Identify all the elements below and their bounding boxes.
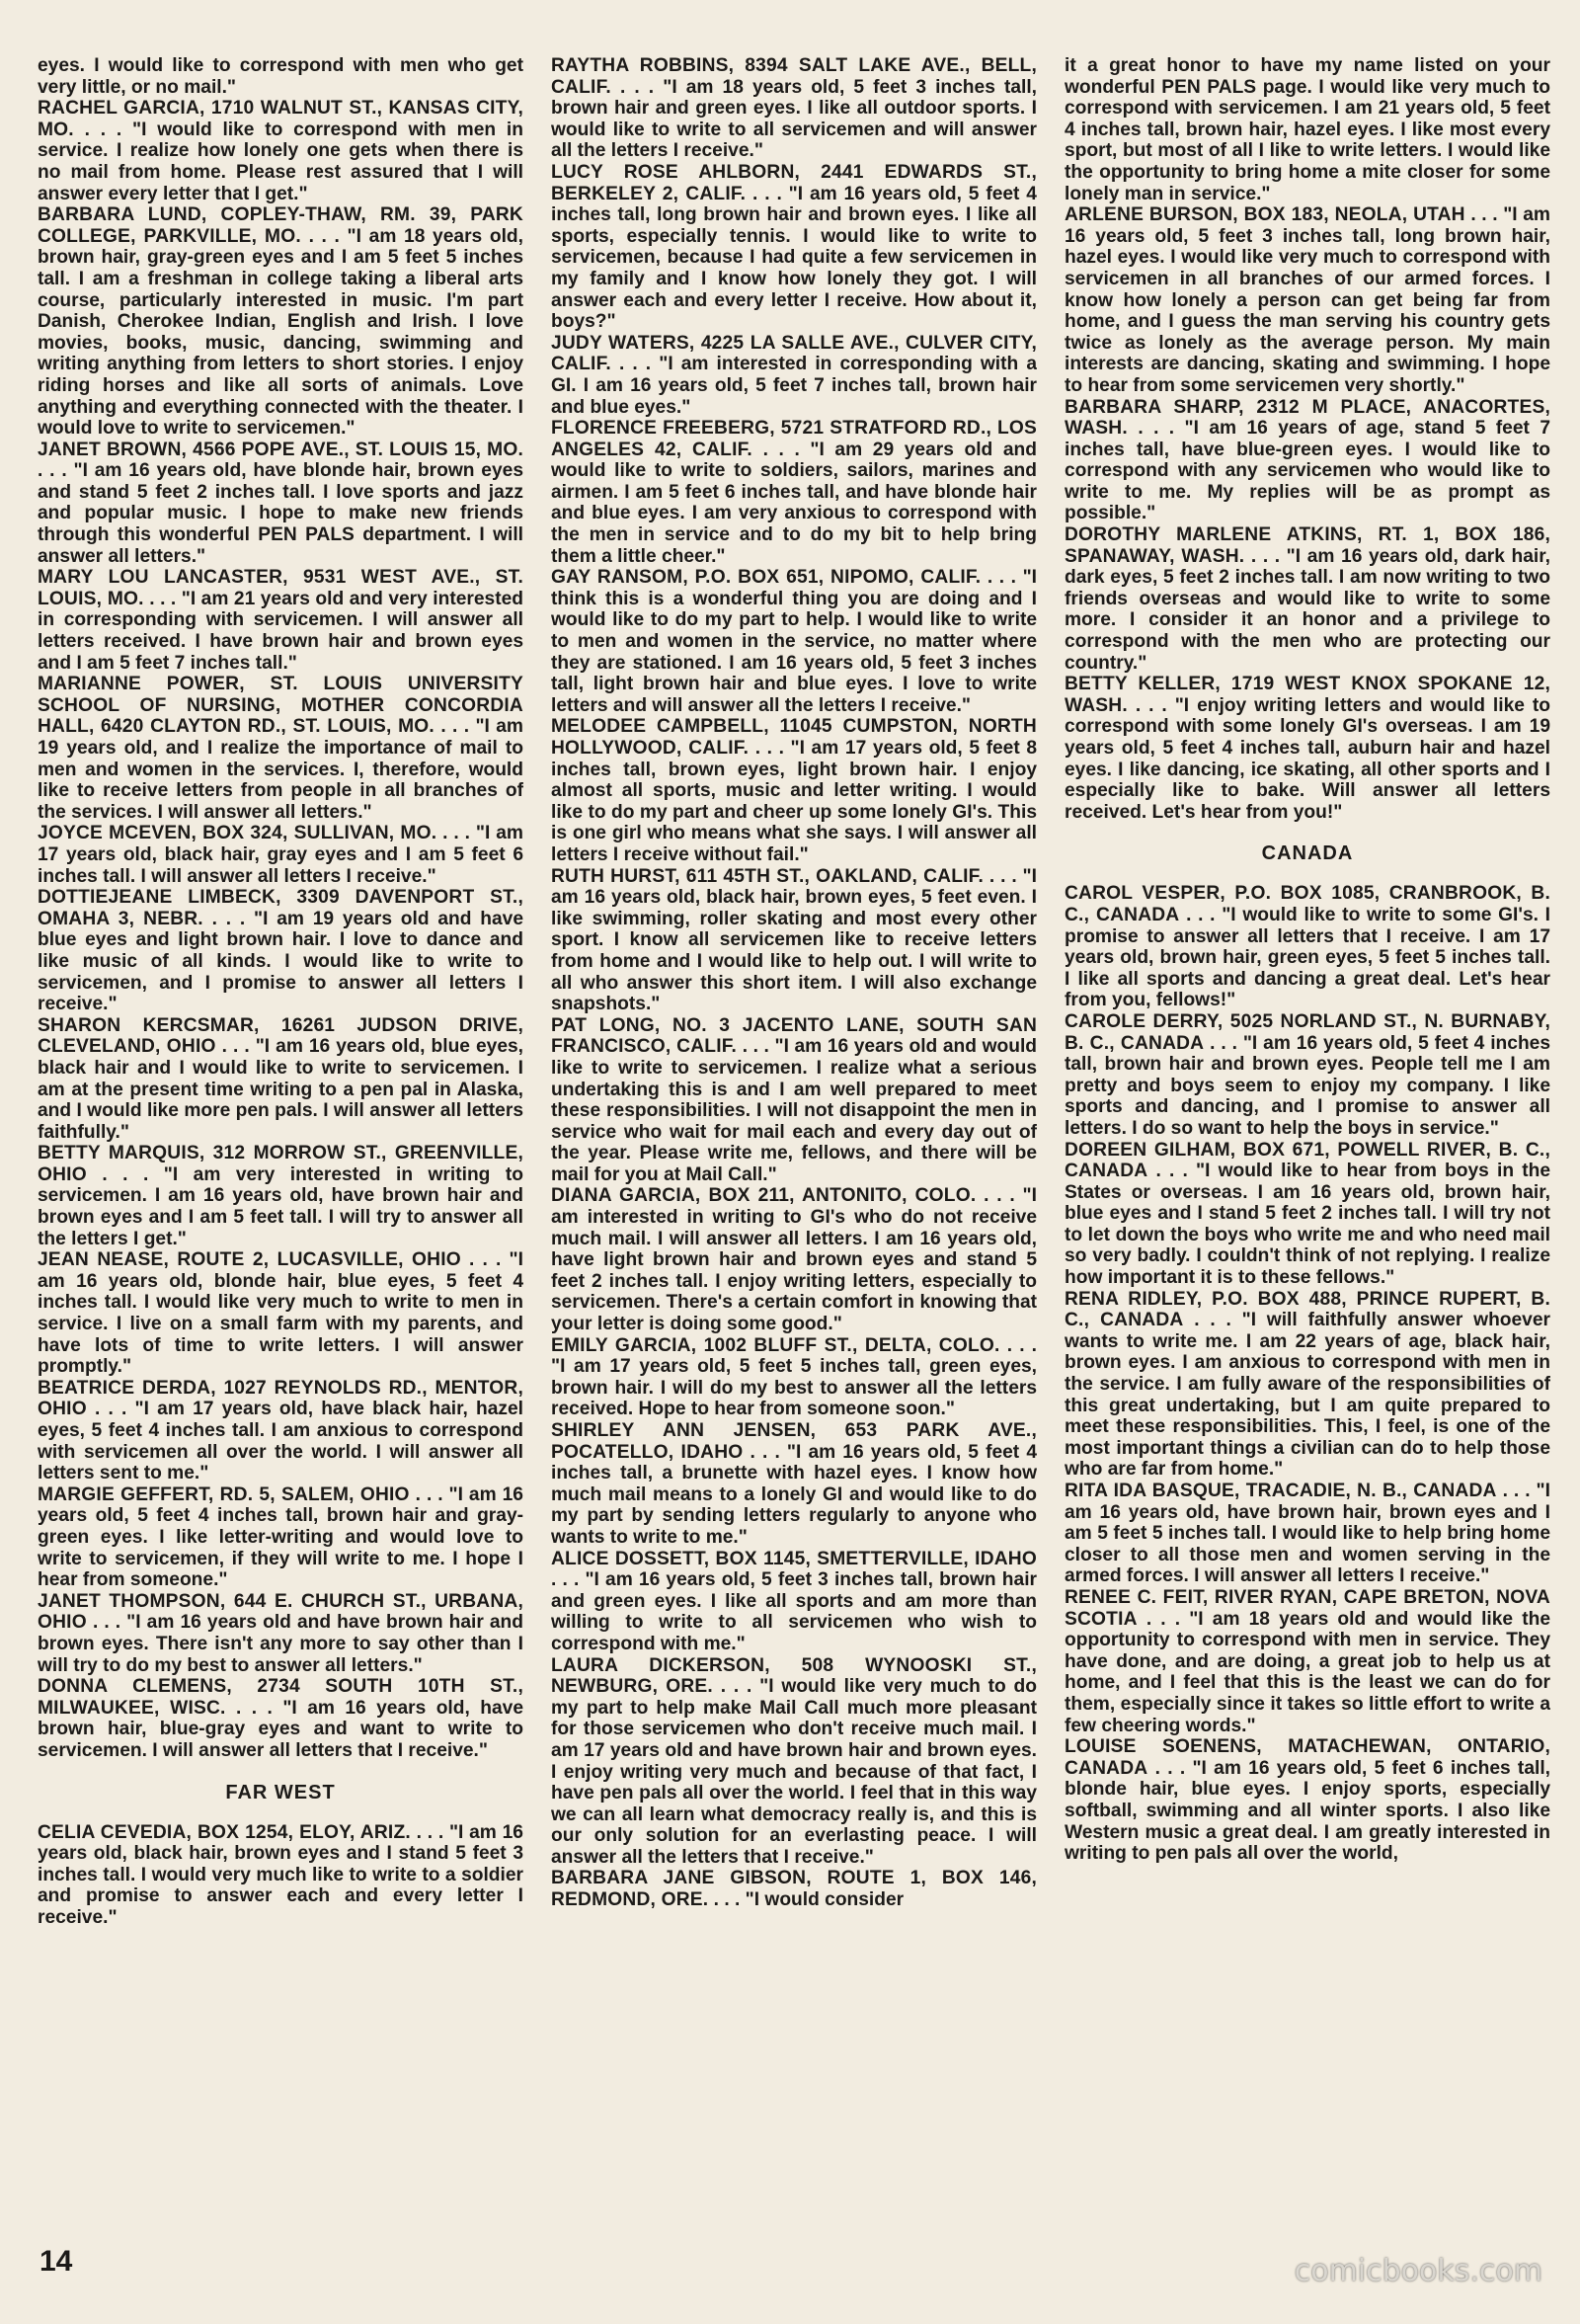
pen-pal-message: . . . "I enjoy writing letters and would like to correspond with some lonely GI's overseas. I am 19 years old, 5 feet 4 inches tall, auburn hair and hazel eyes. I like dancing, ice skating, all other sports and I especially like to bake. Will answer all letters received. Let's hear from you!"	[1065, 694, 1550, 823]
pen-pal-message: . . . "I am 18 years old and would like the opportunity to correspond with men in service. They have done, and are doing, a great job to help us at home, and I feel that this is the least we can do for them, especially since it takes so little effort to write a few cheering words."	[1065, 1608, 1550, 1736]
pen-pal-entry	[38, 1484, 523, 1591]
pen-pal-message: . . . "I am 16 years old, black hair, brown eyes, 5 feet even. I like swimming, roller skating and most every other sport. I know all servicemen like to receive letters from home and I would like to help out. I will write to all who answer this short item. I will also exchange snapshots."	[551, 865, 1037, 1015]
pen-pal-entry	[38, 1378, 523, 1484]
pen-pal-entry	[38, 55, 523, 98]
pen-pal-message: . . . "I think this is a wonderful thing you are doing and I would like to do my part to help. I would like to write to men and women in the service, no matter where they are stationed. I am 16 years old, 5 feet 3 inches tall, light brown hair and blue eyes. I love to write letters and will answer all the letters I receive."	[551, 567, 1037, 716]
pen-pal-message: it a great honor to have my name listed on your wonderful PEN PALS page. I would like very much to correspond with servicemen. I am 21 years old, 5 feet 4 inches tall, brown hair, hazel eyes. I like most every sport, but most of all I like to write letters. I would like the opportunity to bring home a mite closer for some lonely man in service."	[1065, 55, 1550, 204]
column-1	[38, 55, 523, 2218]
pen-pal-entry	[551, 716, 1037, 865]
pen-pal-message: . . . "I am 16 years old, 5 feet 4 inches tall, long brown hair and brown eyes. I like all sports, especially tennis. I would like to write to servicemen, because I had quite a few servicemen in my family and I know how lonely they got. I will answer each and every letter I receive. How about it, boys?"	[551, 183, 1037, 333]
pen-pal-entry	[38, 1015, 523, 1144]
pen-pal-entry	[38, 1591, 523, 1676]
pen-pal-name-address: JEAN NEASE, ROUTE 2, LUCASVILLE, OHIO	[38, 1249, 461, 1271]
pen-pal-name-address: RUTH HURST, 611 45TH ST., OAKLAND, CALIF.	[551, 865, 984, 887]
pen-pal-message: . . . "I am 18 years old, brown hair, gray-green eyes and I am 5 feet 5 inches tall. I am a freshman in college taking a liberal arts course, particularly interested in music. I'm part Danish, Cherokee Indian, English and Irish. I love movies, books, music, dancing, swimming and writing anything from letters to short stories. I enjoy riding horses and like all sorts of animals. Love anything and everything connected with the theater. I would love to write to servicemen."	[38, 225, 523, 440]
pen-pal-entry	[1065, 1011, 1550, 1140]
pen-pal-entry	[1065, 1481, 1550, 1587]
pen-pal-entry	[38, 440, 523, 568]
pen-pal-message: . . . "I am 21 years old and very interested in corresponding with servicemen. I will answer all letters received. I have brown hair and brown eyes and I am 5 feet 7 inches tall."	[38, 588, 523, 674]
pen-pal-message: . . . "I would consider	[713, 1889, 905, 1911]
pen-pal-message: . . . "I am 16 years of age, stand 5 feet 7 inches tall, have blue-green eyes. I would like to correspond with any servicemen who would like to write to me. My replies will be as prompt as possible."	[1065, 418, 1550, 524]
pen-pal-entry	[551, 55, 1037, 162]
pen-pal-message: . . . "I would like very much to do my part to help make Mail Call much more pleasant for those servicemen who don't receive much mail. I am 17 years old and have brown hair and brown eyes. I enjoy writing very much and because of that fact, I have pen pals all over the world. I feel that in this way we can all learn what democracy really is, and this is our only solution for an everlasting peace. I will answer all the letters that I receive."	[551, 1676, 1037, 1868]
page-number: 14	[40, 2245, 73, 2278]
pen-pal-name-address: JUDY WATERS, 4225 LA SALLE AVE., CULVER CITY, CALIF.	[551, 332, 1037, 375]
pen-pal-entry	[551, 333, 1037, 418]
pen-pal-name-address: BARBARA JANE GIBSON, ROUTE 1, BOX 146, REDMOND, ORE.	[551, 1868, 1037, 1911]
pen-pal-message: . . . "I am 16 years old and would like to write to servicemen. I realize what a serious undertaking this is and I am well prepared to meet these responsibilities. I will not disappoint the men in service who wait for mail each and every day out of the year. Please write me, fellows, and there will be mail for you at Mail Call."	[551, 1036, 1037, 1185]
pen-pal-name-address: MARY LOU LANCASTER, 9531 WEST AVE., ST. LOUIS, MO.	[38, 567, 523, 609]
pen-pal-name-address: BEATRICE DERDA, 1027 REYNOLDS RD., MENTOR, OHIO	[38, 1377, 523, 1420]
pen-pal-name-address: RENEE C. FEIT, RIVER RYAN, CAPE BRETON, NOVA SCOTIA	[1065, 1586, 1550, 1630]
watermark: comicbooks.com	[1294, 2254, 1542, 2288]
pen-pal-name-address: GAY RANSOM, P.O. BOX 651, NIPOMO, CALIF.	[551, 567, 982, 589]
pen-pal-entry	[551, 1549, 1037, 1655]
pen-pal-entry	[38, 823, 523, 887]
pen-pal-name-address: DOREEN GILHAM, BOX 671, POWELL RIVER, B. C., CANADA	[1065, 1139, 1550, 1182]
pen-pal-entry	[38, 887, 523, 1015]
pen-pal-message: . . . "I am 16 years old, have brown hair, brown eyes and I am 5 feet 5 inches tall. I would like to help bring home closer to all those men and women serving in the armed forces. I will answer all letters I receive."	[1065, 1481, 1550, 1587]
pen-pal-entry	[1065, 524, 1550, 674]
pen-pal-name-address: RAYTHA ROBBINS, 8394 SALT LAKE AVE., BELL, CALIF.	[551, 55, 1037, 98]
pen-pal-entry	[1065, 1140, 1550, 1289]
pen-pal-name-address: RITA IDA BASQUE, TRACADIE, N. B., CANADA	[1065, 1481, 1497, 1501]
section-heading: FAR WEST	[225, 1781, 336, 1803]
pen-pal-entry	[551, 1655, 1037, 1869]
pen-pal-entry	[551, 1335, 1037, 1420]
pen-pal-message: . . . "I am 17 years old, 5 feet 8 inches tall, brown eyes, light brown hair. I enjoy almost all sports, music and letter writing. I would like to do my part and cheer up some lonely GI's. This is one girl who means what she says. I will answer all letters I receive without fail."	[551, 738, 1037, 865]
pen-pal-entry	[38, 1676, 523, 1761]
pen-pal-message: . . . "I am 16 years old, have brown hair, blue-gray eyes and want to write to servicemen. I will answer all letters that I receive."	[38, 1697, 523, 1761]
pen-pal-entry	[38, 98, 523, 204]
pen-pal-name-address: FLORENCE FREEBERG, 5721 STRATFORD RD., LOS ANGELES 42, CALIF.	[551, 418, 1037, 460]
column-2	[551, 55, 1037, 2218]
pen-pal-message: . . . "I am 16 years old, 5 feet 4 inches tall, brown hair and brown eyes. People tell me I am pretty and boys seem to enjoy my company. I like sports and dancing, and I promise to answer all letters. I do so want to help the boys in service."	[1065, 1032, 1550, 1139]
pen-pal-message: . . . "I am 17 years old, black hair, gray eyes and I am 5 feet 6 inches tall. I will answer all letters I receive."	[38, 823, 523, 887]
pen-pal-message: . . . "I am 17 years old, 5 feet 5 inches tall, green eyes, brown hair. I will do my best to answer all the letters received. Hope to hear from someone soon."	[551, 1334, 1037, 1420]
pen-pal-entry	[38, 1249, 523, 1378]
pen-pal-entry	[38, 567, 523, 674]
pen-pal-entry	[38, 204, 523, 440]
pen-pal-name-address: JOYCE MCEVEN, BOX 324, SULLIVAN, MO.	[38, 823, 437, 844]
pen-pal-message: . . . "I am interested in corresponding with a GI. I am 16 years old, 5 feet 7 inches tall, brown hair and blue eyes."	[551, 354, 1037, 418]
pen-pal-name-address: ALICE DOSSETT, BOX 1145, SMETTERVILLE, IDAHO	[551, 1548, 1037, 1569]
pen-pal-name-address: DONNA CLEMENS, 2734 SOUTH 10TH ST., MILWAUKEE, WISC.	[38, 1676, 523, 1719]
pen-pal-entry	[551, 1015, 1037, 1186]
pen-pal-message: . . . "I am 16 years old, 5 feet 6 inches tall, blonde hair, blue eyes. I enjoy sports, especially softball, swimming and all winter sports. I also like Western music a great deal. I am greatly interested in writing to pen pals all over the world,	[1065, 1757, 1550, 1865]
pen-pal-name-address: RACHEL GARCIA, 1710 WALNUT ST., KANSAS CITY, MO.	[38, 98, 523, 140]
pen-pal-entry	[551, 1420, 1037, 1549]
pen-pal-entry	[1065, 55, 1550, 204]
pen-pal-entry	[1065, 1736, 1550, 1865]
pen-pal-message: . . . "I will faithfully answer whoever wants to write me. I am 22 years of age, black hair, brown eyes. I am anxious to correspond with men in the service. I am fully aware of the responsibilities of this great undertaking, but I am quite prepared to meet these responsibilities. This, I feel, is one of the most important things a civilian can do to help those who are far from home."	[1065, 1310, 1550, 1481]
pen-pal-entry	[38, 674, 523, 823]
pen-pal-entry	[551, 1185, 1037, 1334]
pen-pal-name-address: RENA RIDLEY, P.O. BOX 488, PRINCE RUPERT, B. C., CANADA	[1065, 1288, 1550, 1331]
pen-pal-name-address: SHARON KERCSMAR, 16261 JUDSON DRIVE, CLEVELAND, OHIO	[38, 1014, 523, 1058]
pen-pal-message: . . . "I would like to write to some GI's. I promise to answer all letters that I receive. I am 17 years old, brown hair, green eyes, 5 feet 5 inches tall. I like all sports and dancing a great deal. Let's hear from you, fellows!"	[1065, 904, 1550, 1011]
pen-pal-message: . . . "I am 19 years old, and I realize the importance of mail to men and women in the services. I, therefore, would like to receive letters from people in all branches of the services. I will answer all letters."	[38, 716, 523, 823]
pen-pal-message: . . . "I am 16 years old, dark hair, dark eyes, 5 feet 2 inches tall. I am now writing to two friends overseas and would like to write to some more. I consider it an honor and a privilege to correspond with the men who are protecting our country."	[1065, 545, 1550, 674]
pen-pal-message: . . . "I am 16 years old, 5 feet 4 inches tall, a brunette with hazel eyes. I know how much mail means to a lonely GI and would like to do my part by sending letters regularly to anyone who wants to write to me."	[551, 1441, 1037, 1548]
pen-pal-entry	[1065, 397, 1550, 525]
pen-pal-entry	[1065, 883, 1550, 1011]
pen-pal-message: . . . "I am 16 years old, blue eyes, black hair and I would like to write to servicemen. I am at the present time writing to a pen pal in Alaska, and I would like more pen pals. I will answer all letters faithfully."	[38, 1036, 523, 1143]
pen-pal-name-address: LOUISE SOENENS, MATACHEWAN, ONTARIO, CANADA	[1065, 1736, 1550, 1779]
pen-pal-entry	[1065, 1587, 1550, 1736]
pen-pal-name-address: BETTY KELLER, 1719 WEST KNOX SPOKANE 12, WASH.	[1065, 674, 1550, 716]
pen-pal-name-address: JANET THOMPSON, 644 E. CHURCH ST., URBANA, OHIO	[38, 1590, 523, 1634]
pen-pal-message: . . . "I am 16 years old and have brown hair and brown eyes. There isn't any more to say other than I will try to do my best to answer all letters."	[38, 1612, 523, 1676]
pen-pal-message: . . . "I am 16 years old, black hair, brown eyes and I stand 5 feet 3 inches tall. I would very much like to write to a soldier and promise to answer each and every letter I receive."	[38, 1821, 523, 1928]
pen-pal-name-address: LAURA DICKERSON, 508 WYNOOSKI ST., NEWBURG, ORE.	[551, 1654, 1037, 1698]
pen-pal-message: . . . "I am very interested in writing to servicemen. I am 16 years old, have brown hair and brown eyes and I am 5 feet tall. I will try to answer all the letters I get."	[38, 1163, 523, 1249]
pen-pal-entry	[551, 567, 1037, 716]
pen-pal-name-address: PAT LONG, NO. 3 JACENTO LANE, SOUTH SAN FRANCISCO, CALIF.	[551, 1014, 1037, 1058]
pen-pal-name-address: DOROTHY MARLENE ATKINS, RT. 1, BOX 186, SPANAWAY, WASH.	[1065, 524, 1550, 567]
pen-pal-name-address: EMILY GARCIA, 1002 BLUFF ST., DELTA, COLO.	[551, 1334, 1000, 1356]
pen-pal-entry	[551, 1868, 1037, 1910]
pen-pal-name-address: MELODEE CAMPBELL, 11045 CUMPSTON, NORTH HOLLYWOOD, CALIF.	[551, 716, 1037, 759]
pen-pal-name-address: BARBARA LUND, COPLEY-THAW, RM. 39, PARK COLLEGE, PARKVILLE, MO.	[38, 204, 523, 247]
pen-pal-message: . . . "I am 16 years old, 5 feet 4 inches tall, brown hair and gray-green eyes. I like letter-writing and would love to write to servicemen, if they will write to me. I hope I hear from someone."	[38, 1483, 523, 1591]
pen-pal-name-address: CAROL VESPER, P.O. BOX 1085, CRANBROOK, B. C., CANADA	[1065, 883, 1550, 925]
pen-pal-name-address: JANET BROWN, 4566 POPE AVE., ST. LOUIS 15, MO.	[38, 439, 523, 460]
pen-pal-name-address: BARBARA SHARP, 2312 M PLACE, ANACORTES, WASH.	[1065, 396, 1550, 440]
pen-pal-name-address: BETTY MARQUIS, 312 MORROW ST., GREENVILLE, OHIO	[38, 1143, 523, 1185]
pen-pal-message: . . . "I would like to hear from boys in the States or overseas. I am 16 years old, brown hair, blue eyes and I stand 5 feet 2 inches tall. I will try not to let down the boys who write me and who need mail so very badly. I couldn't think of not replying. I realize how important it is to these fellows."	[1065, 1161, 1550, 1289]
pen-pal-name-address: ARLENE BURSON, BOX 183, NEOLA, UTAH	[1065, 204, 1465, 226]
pen-pal-entry	[38, 1143, 523, 1249]
pen-pals-columns	[38, 55, 1550, 2218]
pen-pal-message: . . . "I am 16 years old, have blonde hair, brown eyes and stand 5 feet 2 inches tall. I love sports and jazz and popular music. I hope to make new friends through this wonderful PEN PALS department. I will answer all letters."	[38, 460, 523, 567]
pen-pal-message: . . . "I am 16 years old, 5 feet 3 inches tall, long brown hair, hazel eyes. I would like very much to correspond with servicemen in all branches of our armed forces. I know how lonely a person can get being far from home, and I guess the man serving his country gets twice as lonely as the average person. My main interests are dancing, skating and swimming. I hope to hear from some servicemen very shortly."	[1065, 204, 1550, 396]
column-3	[1065, 55, 1550, 2218]
pen-pal-message: . . . "I am 16 years old, 5 feet 3 inches tall, brown hair and green eyes. I like all sports and am more than willing to write to all servicemen who wish to correspond with me."	[551, 1569, 1037, 1654]
pen-pal-message: . . . "I am 19 years old and have blue eyes and light brown hair. I love to dance and like music of all kinds. I would like to write to servicemen, and I promise to answer all letters I receive."	[38, 908, 523, 1015]
pen-pal-name-address: CELIA CEVEDIA, BOX 1254, ELOY, ARIZ.	[38, 1821, 411, 1843]
pen-pal-name-address: LUCY ROSE AHLBORN, 2441 EDWARDS ST., BERKELEY 2, CALIF.	[551, 161, 1037, 204]
magazine-page	[38, 55, 1550, 2284]
pen-pal-message: . . . "I am interested in writing to GI's who do not receive much mail. I will answer all letters. I am 16 years old, have light brown hair and brown eyes and stand 5 feet 2 inches tall. I enjoy writing letters, especially to servicemen. There's a certain comfort in knowing that your letter is doing some good."	[551, 1185, 1037, 1335]
pen-pal-name-address: MARGIE GEFFERT, RD. 5, SALEM, OHIO	[38, 1483, 410, 1505]
pen-pal-message: . . . "I am 17 years old, have black hair, hazel eyes, 5 feet 4 inches tall. I am anxious to correspond with servicemen all over the world. I will answer all letters sent to me."	[38, 1399, 523, 1484]
pen-pal-entry	[551, 162, 1037, 333]
pen-pal-name-address: MARIANNE POWER, ST. LOUIS UNIVERSITY SCHOOL OF NURSING, MOTHER CONCORDIA HALL, 6420 CLAYTON RD., ST. LOUIS, MO.	[38, 674, 523, 738]
pen-pal-name-address: DOTTIEJEANE LIMBECK, 3309 DAVENPORT ST., OMAHA 3, NEBR.	[38, 887, 523, 929]
pen-pal-name-address: SHIRLEY ANN JENSEN, 653 PARK AVE., POCATELLO, IDAHO	[551, 1420, 1037, 1463]
pen-pal-name-address: CAROLE DERRY, 5025 NORLAND ST., N. BURNABY, B. C., CANADA	[1065, 1010, 1550, 1054]
pen-pal-message: . . . "I am 29 years old and would like to write to soldiers, sailors, marines and airmen. I am 5 feet 6 inches tall, and have blonde hair and blue eyes. I am very anxious to correspond with the men in service and to do my bit to help bring them a little cheer."	[551, 439, 1037, 567]
pen-pal-message: . . . "I am 16 years old, blonde hair, blue eyes, 5 feet 4 inches tall. I would like very much to write to men in service. I live on a small farm with my parents, and have lots of time to write letters. I will answer promptly."	[38, 1249, 523, 1378]
pen-pal-name-address: DIANA GARCIA, BOX 211, ANTONITO, COLO.	[551, 1185, 977, 1207]
pen-pal-entry	[551, 866, 1037, 1015]
pen-pal-entry	[1065, 674, 1550, 823]
section-heading: CANADA	[1261, 842, 1354, 865]
pen-pal-message: eyes. I would like to correspond with men who get very little, or no mail."	[38, 55, 523, 98]
pen-pal-entry	[38, 1822, 523, 1929]
pen-pal-entry	[551, 418, 1037, 567]
pen-pal-message: . . . "I would like to correspond with men in service. I realize how lonely one gets when there is no mail from home. Please rest assured that I will answer every letter that I get."	[38, 119, 523, 204]
pen-pal-message: . . . "I am 18 years old, 5 feet 3 inches tall, brown hair and green eyes. I like all outdoor sports. I would like to write to all servicemen and will answer all the letters I receive."	[551, 76, 1037, 162]
pen-pal-entry	[1065, 1289, 1550, 1481]
pen-pal-entry	[1065, 204, 1550, 396]
